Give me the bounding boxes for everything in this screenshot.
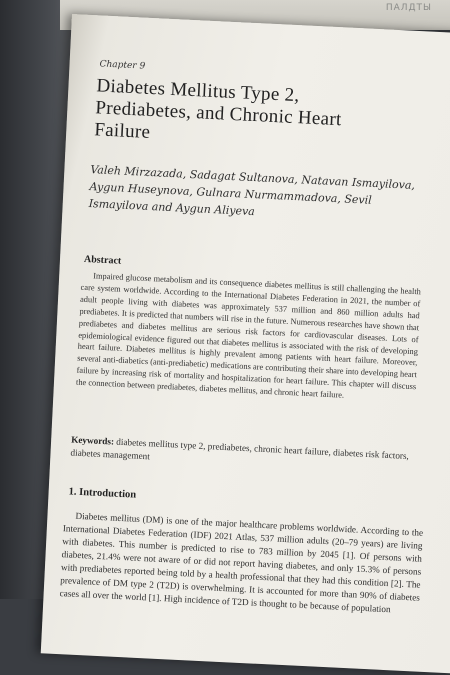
keywords-text: diabetes mellitus type 2, prediabetes, chronic heart failure, diabetes risk factors, diabetes management bbox=[70, 436, 410, 461]
book-page bbox=[41, 14, 450, 675]
introduction-heading: 1. Introduction bbox=[68, 486, 137, 501]
keywords-label: Keywords: bbox=[70, 434, 115, 447]
background-top-text: ПАЛДТЫ bbox=[385, 3, 432, 13]
author-list: Valeh Mirzazada, Sadagat Sultanova, Natavan Ismayilova, Aygun Huseynova, Gulnara Nurmammadova, Sevil Ismayilova and Aygun Aliyeva bbox=[88, 163, 416, 219]
abstract-heading: Abstract bbox=[83, 253, 122, 267]
introduction-body: Diabetes mellitus (DM) is one of the major healthcare problems worldwide. According to the International Diabetes Federation (IDF) 2021 Atlas, 537 million adults (20–79 years) are living with diabetes. This number is predicted to rise to 783 million by 2045 [1]. Of persons with diabetes, 21.4% were not aware of or did not report having diabetes, and only 15.3% of persons with prediabetes reported being told by a health professional that they had this condition [2]. The prevalence of DM type 2 (T2D) is overwhelming. It is accounted for more than 90% of diabetes cases all over the world [1]. High incidence of T2D is thought to be because of population bbox=[59, 510, 424, 615]
abstract-body: Impaired glucose metabolism and its consequence diabetes mellitus is still challenging the health care system worldwide. According to the International Diabetes Federation in 2021, the number of adult people living with diabetes was approximately 537 million and 860 million adults had prediabetes. It is predicted that numbers will rise in the future. Numerous researches have shown that prediabetes and diabetes mellitus are serious risk factors for cardiovascular diseases. Lots of epidemiological evidence figured out that diabetes mellitus is associated with the risk of developing heart failure. Diabetes mellitus is highly prevalent among patients with heart failure. Moreover, several anti-diabetics (anti-prediabetic) medications are contributing their share into developing heart failure by increasing risk of mortality and hospitalization for heart failure. This chapter will discuss the connection between prediabetes, diabetes mellitus, and chronic heart failure. bbox=[75, 271, 422, 400]
keywords-block bbox=[70, 433, 411, 475]
chapter-label: Chapter 9 bbox=[99, 59, 146, 72]
chapter-title: Diabetes Mellitus Type 2, Prediabetes, and Chronic Heart Failure bbox=[93, 75, 343, 143]
